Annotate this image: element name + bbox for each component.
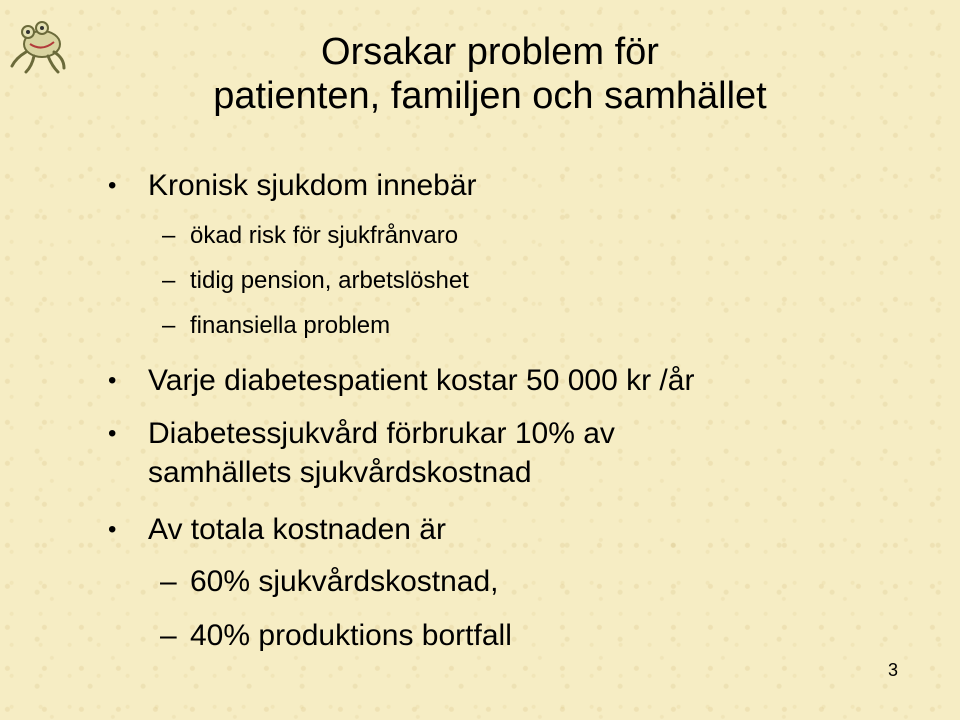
bullet-text: Kronisk sjukdom innebär [148, 169, 477, 202]
dash-marker: – [160, 619, 177, 652]
bullet-healthcare-share [108, 414, 615, 492]
slide-title [0, 30, 960, 118]
title-line-1: Orsakar problem för [321, 31, 659, 73]
bullet-text-line-2: samhällets sjukvårdskostnad [148, 456, 532, 489]
dash-marker: – [160, 565, 177, 598]
bullet-marker: • [108, 420, 117, 447]
title-line-2: patienten, familjen och samhället [213, 75, 767, 117]
bullet-marker: • [108, 367, 117, 394]
bullet-marker: • [108, 172, 117, 199]
sub-bullet-healthcare-cost [160, 563, 499, 601]
bullet-patient-cost [108, 361, 695, 400]
dash-marker: – [162, 222, 176, 249]
dash-marker: – [162, 312, 176, 339]
bullet-chronic-disease [108, 166, 477, 205]
dash-marker: – [162, 267, 176, 294]
sub-bullet-early-pension [162, 266, 469, 296]
sub-bullet-sick-leave [162, 221, 459, 251]
sub-bullet-text: finansiella problem [190, 312, 391, 339]
bullet-marker: • [108, 516, 117, 543]
bullet-text-line-1: Diabetessjukvård förbrukar 10% av [148, 417, 615, 450]
bullet-total-costs [108, 510, 446, 549]
sub-bullet-text: 40% produktions bortfall [190, 619, 512, 652]
sub-bullet-text: 60% sjukvårdskostnad, [190, 565, 499, 598]
sub-bullet-production-loss [160, 617, 512, 655]
sub-bullet-text: tidig pension, arbetslöshet [190, 267, 469, 294]
bullet-text: Av totala kostnaden är [148, 513, 446, 546]
page-number: 3 [888, 660, 899, 680]
bullet-text: Varje diabetespatient kostar 50 000 kr /år [148, 364, 695, 397]
sub-bullet-text: ökad risk för sjukfrånvaro [190, 222, 459, 249]
sub-bullet-financial-problems [162, 311, 391, 341]
